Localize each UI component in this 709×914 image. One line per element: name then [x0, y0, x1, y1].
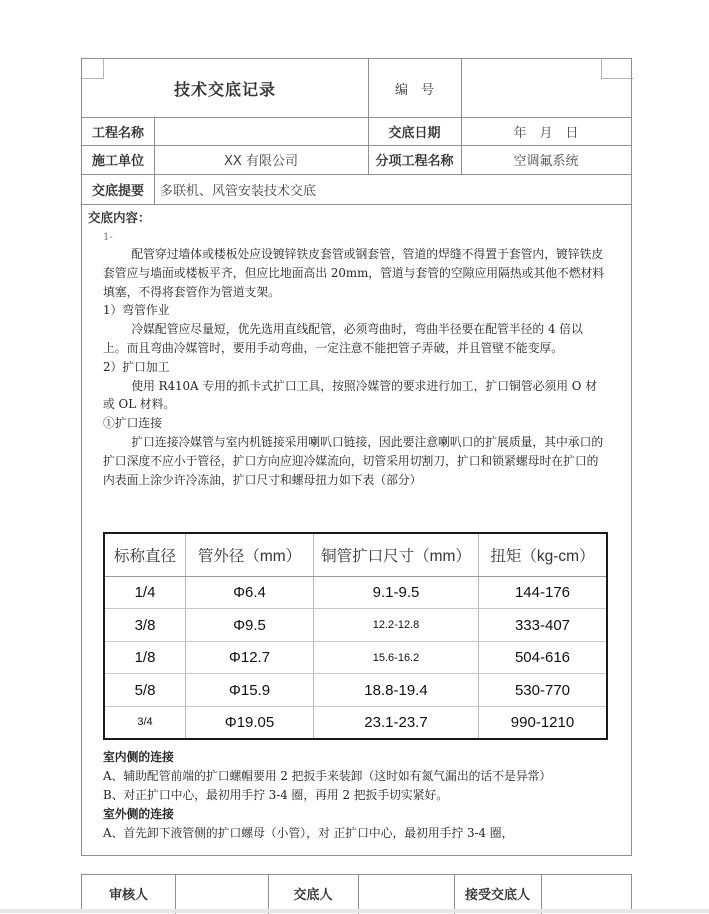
signature-row [81, 874, 632, 913]
paragraph-sleeve: 配管穿过墙体或楼板处应设镀锌铁皮套管或钢套管，管道的焊缝不得置于套管内，镀锌铁皮套管应与墙面或楼板平齐，但应比地面高出 20mm，管道与套管的空隙应用隔热或其他不燃材料填塞，不得将套管作为管道支架。 [103, 247, 605, 299]
discloser-label: 交底人 [293, 887, 333, 903]
discloser-signature-field[interactable] [358, 875, 454, 911]
table-cell: 1/4 [105, 577, 186, 609]
table-cell: 5/8 [105, 674, 186, 706]
table-cell: Φ6.4 [186, 577, 314, 609]
table-cell: 990-1210 [510, 713, 575, 731]
date-label: 交底日期 [388, 125, 441, 141]
page-bottom-edge [0, 909, 709, 913]
table-cell: 1/8 [105, 641, 186, 673]
reviewer-label: 审核人 [108, 887, 148, 903]
indoor-step-b: B、对正扩口中心，最初用手拧 3-4 圈，再用 2 把扳手切实紧好。 [103, 788, 449, 802]
table-header: 扭矩（kg-cm） [479, 534, 607, 577]
table-cell: 3/4 [105, 706, 186, 738]
outdoor-step-a: A、首先卸下液管侧的扩口螺母（小管），对 正扩口中心，最初用手拧 3-4 圈， [103, 826, 514, 840]
table-header: 铜管扩口尺寸（mm） [314, 534, 479, 577]
paragraph-flaring: 使用 R410A 专用的抓卡式扩口工具，按照冷媒管的要求进行加工，扩口铜管必须用 O 材或 OL 材料。 [103, 378, 597, 412]
content-label: 交底内容： [88, 210, 151, 225]
flare-spec-table [103, 532, 608, 740]
table-cell: 144-176 [479, 577, 607, 609]
table-row [105, 641, 606, 673]
outdoor-heading: 室外侧的连接 [103, 807, 174, 821]
row-divider [82, 204, 631, 205]
table-cell: 333-407 [479, 609, 607, 641]
summary-label: 交底提要 [91, 183, 144, 199]
table-header: 标称直径 [105, 534, 186, 577]
table-cell: Φ12.7 [186, 641, 314, 673]
table-cell: 3/8 [105, 609, 186, 641]
table-cell: Φ9.5 [186, 609, 314, 641]
paragraph-bending: 冷媒配管应尽量短，优先选用直线配管，必须弯曲时，弯曲半径要在配管半径的 4 倍以上。而且弯曲冷媒管时，要用手动弯曲，一定注意不能把管子弄破，并且管壁不能变厚。 [103, 322, 583, 355]
number-field[interactable] [461, 59, 631, 117]
table-header-row [105, 534, 606, 577]
table-row [105, 674, 606, 706]
sub-project-field[interactable]: 空调氟系统 [513, 154, 579, 169]
heading-flare-connection: ①扩口连接 [103, 416, 162, 431]
table-row [105, 577, 606, 609]
construction-unit-field[interactable]: XX 有限公司 [224, 154, 298, 169]
table-header: 管外径（mm） [186, 534, 314, 577]
project-name-field[interactable] [154, 117, 368, 145]
content-body [103, 231, 605, 489]
receiver-signature-field[interactable] [541, 875, 631, 911]
heading-bending: 1）弯管作业 [103, 303, 170, 318]
table-cell: 15.6-16.2 [314, 641, 479, 673]
table-cell: 504-616 [479, 641, 607, 673]
document-title: 技术交底记录 [173, 79, 276, 99]
indoor-step-a: A、辅助配管前端的扩口螺帽要用 2 把扳手来装卸（这时如有氮气漏出的话不是异常） [103, 769, 552, 783]
connection-instructions [103, 748, 608, 843]
table-cell: 23.1-23.7 [314, 706, 479, 738]
heading-flaring: 2）扩口加工 [103, 359, 170, 374]
project-name-label: 工程名称 [91, 125, 144, 141]
indoor-heading: 室内侧的连接 [103, 750, 174, 764]
table-cell: 9.1-9.5 [314, 577, 479, 609]
table-cell: 530-770 [479, 674, 607, 706]
summary-field[interactable]: 多联机、风管安装技术交底 [160, 183, 317, 199]
construction-unit-label: 施工单位 [91, 154, 144, 169]
table-row [105, 609, 606, 641]
table-cell: Φ19.05 [186, 706, 314, 738]
receiver-label: 接受交底人 [464, 887, 530, 903]
reviewer-signature-field[interactable] [175, 875, 268, 911]
table-row [105, 706, 606, 738]
table-cell: 18.8-19.4 [314, 674, 479, 706]
paragraph-flare-connection: 扩口连接冷媒管与室内机链接采用喇叭口链接，因此要注意喇叭口的扩展质量，其中承口的扩口深度不应小于管径，扩口方向应迎冷媒流向，切管采用切割刀，扩口和锁紧螺母时在扩口的内表面上涂少许冷冻油，扩口尺寸和螺母扭力如下表（部分） [103, 434, 604, 487]
sub-project-label: 分项工程名称 [375, 154, 454, 169]
list-marker: 1- [103, 232, 113, 243]
table-cell: Φ15.9 [186, 674, 314, 706]
number-label: 编 号 [394, 82, 434, 98]
table-cell: 12.2-12.8 [314, 609, 479, 641]
date-field[interactable]: 年 月 日 [513, 125, 579, 141]
